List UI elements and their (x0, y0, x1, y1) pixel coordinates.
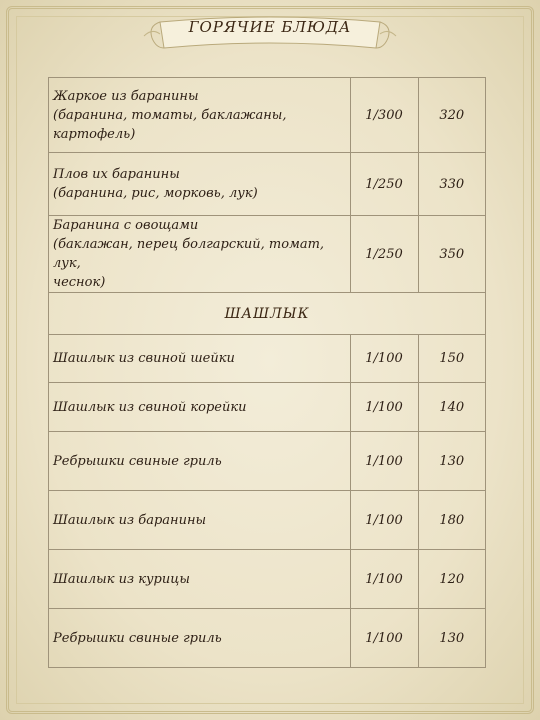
dish-weight: 1/100 (350, 335, 418, 383)
dish-name: Шашлык из свиной шейки (49, 335, 351, 383)
dish-weight: 1/300 (350, 78, 418, 153)
dish-name: Ребрышки свиные гриль (49, 609, 351, 668)
table-row (49, 153, 486, 216)
table-row (49, 78, 486, 153)
table-row (49, 216, 486, 293)
table-row (49, 432, 486, 491)
dish-weight: 1/100 (350, 550, 418, 609)
dish-name: Баранина с овощами (баклажан, перец болгарский, томат, лук, чеснок) (49, 216, 351, 293)
dish-weight: 1/100 (350, 491, 418, 550)
dish-weight: 1/100 (350, 609, 418, 668)
dish-price: 350 (418, 216, 485, 293)
dish-name: Жаркое из баранины (баранина, томаты, баклажаны, картофель) (49, 78, 351, 153)
dish-name: Шашлык из курицы (49, 550, 351, 609)
dish-weight: 1/250 (350, 153, 418, 216)
dish-price: 330 (418, 153, 485, 216)
dish-price: 180 (418, 491, 485, 550)
dish-price: 320 (418, 78, 485, 153)
menu-table (48, 77, 486, 668)
dish-name: Шашлык из баранины (49, 491, 351, 550)
table-row (49, 383, 486, 432)
dish-price: 130 (418, 609, 485, 668)
dish-name: Плов их баранины (баранина, рис, морковь, лук) (49, 153, 351, 216)
dish-price: 140 (418, 383, 485, 432)
dish-weight: 1/250 (350, 216, 418, 293)
page-title: ГОРЯЧИЕ БЛЮДА (188, 18, 352, 36)
table-row (49, 609, 486, 668)
table-row (49, 550, 486, 609)
dish-price: 150 (418, 335, 485, 383)
dish-name: Шашлык из свиной корейки (49, 383, 351, 432)
section-row (49, 293, 486, 335)
dish-weight: 1/100 (350, 432, 418, 491)
dish-weight: 1/100 (350, 383, 418, 432)
dish-name: Ребрышки свиные гриль (49, 432, 351, 491)
dish-price: 120 (418, 550, 485, 609)
dish-price: 130 (418, 432, 485, 491)
table-row (49, 491, 486, 550)
section-title: ШАШЛЫК (49, 293, 486, 335)
table-row (49, 335, 486, 383)
